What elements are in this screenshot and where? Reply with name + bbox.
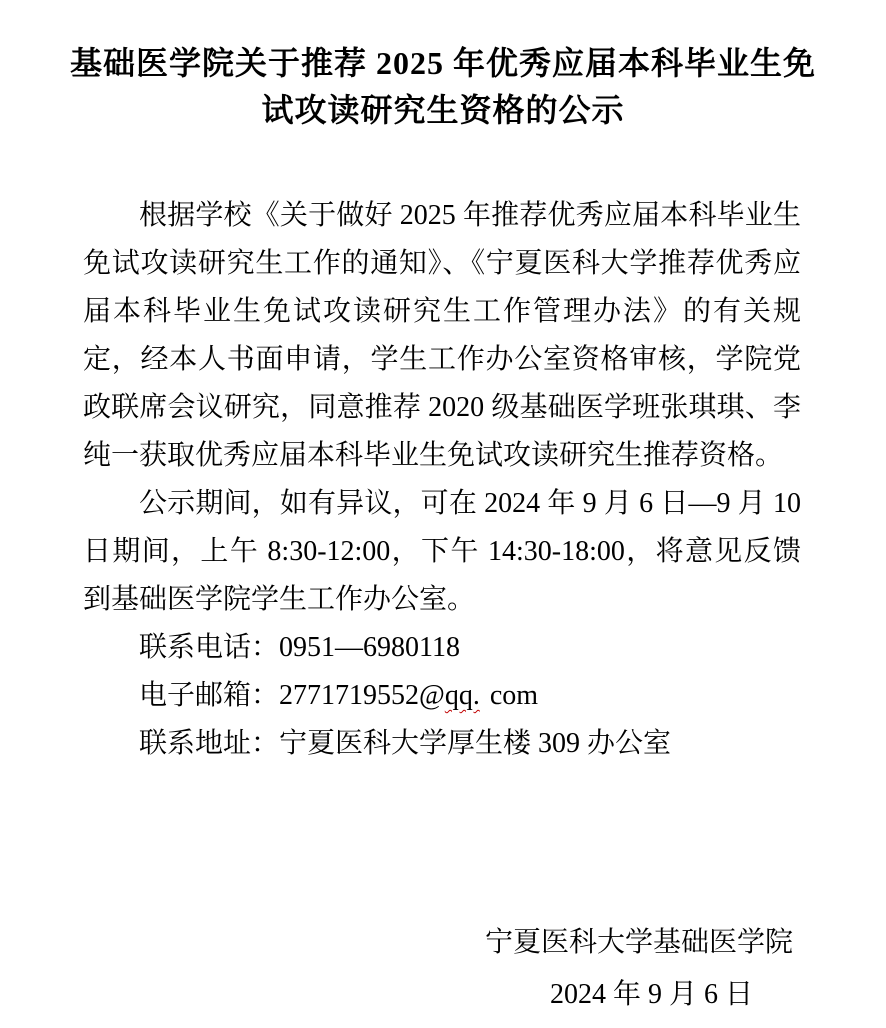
signature-date: 2024 年 9 月 6 日	[549, 979, 753, 1010]
email-suffix: com	[489, 680, 539, 711]
page-title	[43, 40, 843, 134]
contact-address-label: 联系地址：	[139, 728, 280, 759]
page-title-line-2: 试攻读研究生资格的公示	[261, 92, 625, 128]
contact-phone-label: 联系电话：	[139, 632, 280, 663]
contact-phone-line	[83, 624, 801, 672]
page-title-line-1: 基础医学院关于推荐 2025 年优秀应届本科毕业生免	[69, 45, 816, 81]
contact-address-value: 宁夏医科大学厚生楼 309 办公室	[279, 728, 672, 759]
email-prefix: 2771719552@	[279, 680, 445, 711]
contact-phone-value: 0951—6980118	[279, 632, 460, 663]
paragraph-objection-period: 公示期间，如有异议，可在 2024 年 9 月 6 日—9 月 10 日期间，上午 8:30-12:00，下午 14:30-18:00，将意见反馈到基础医学院学生工作办公室。	[83, 488, 801, 615]
contact-email-line	[83, 672, 801, 720]
document-footer	[83, 917, 793, 1021]
email-spellcheck-flagged-part: qq.	[444, 680, 480, 711]
contact-email-value	[279, 680, 538, 711]
paragraph-basis: 根据学校《关于做好 2025 年推荐优秀应届本科毕业生免试攻读研究生工作的通知》、《宁夏医科大学推荐优秀应届本科毕业生免试攻读研究生工作管理办法》的有关规定，经本人书面申请，学生工作办公室资格审核，学院党政联席会议研究，同意推荐 2020 级基础医学班张琪琪、李纯一获取优秀应届本科毕业生免试攻读研究生推荐资格。	[83, 200, 801, 471]
contact-email-label: 电子邮箱：	[139, 680, 280, 711]
signature-org: 宁夏医科大学基础医学院	[484, 927, 793, 958]
document-body	[83, 192, 801, 768]
contact-address-line	[83, 720, 801, 768]
